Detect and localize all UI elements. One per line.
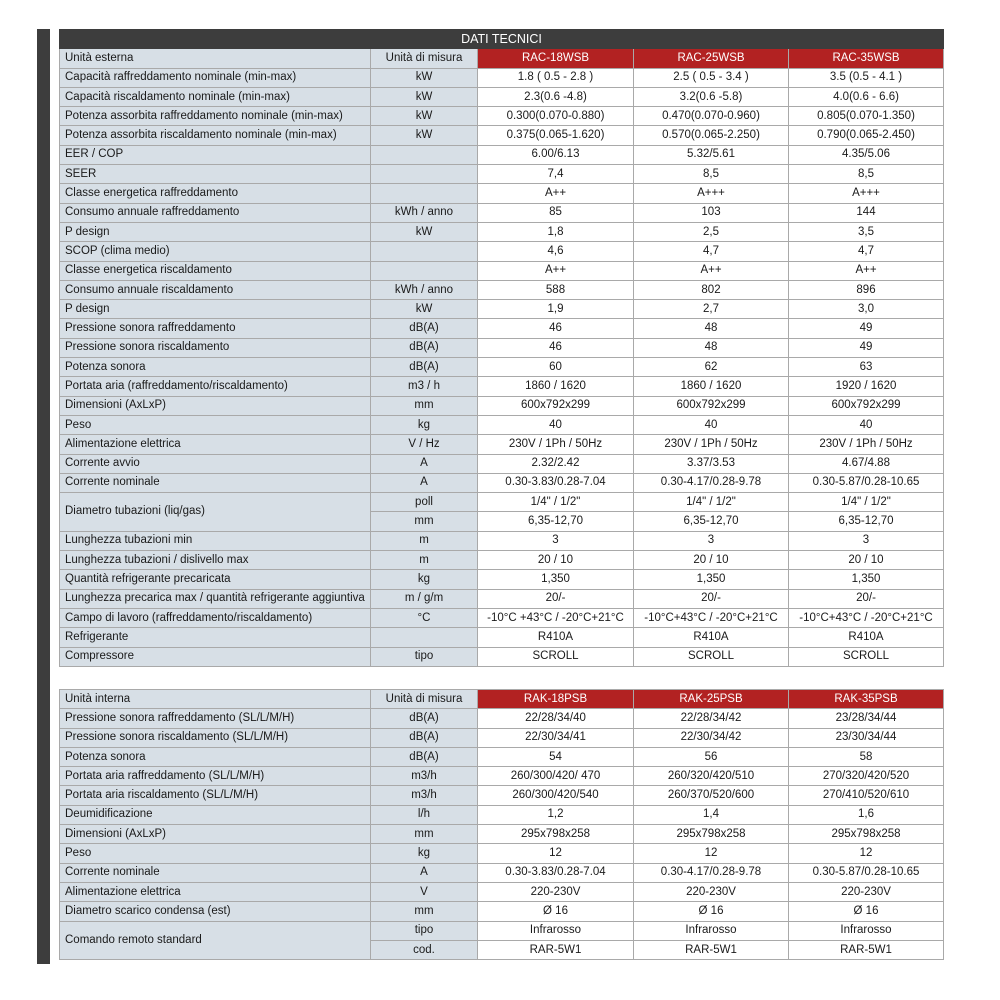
indoor-peso-value-3: 12 [789, 844, 944, 863]
indoor-portata-aria-raffreddamento-unit: m3/h [371, 767, 478, 786]
outdoor-alimentazione-elettrica-unit: V / Hz [371, 435, 478, 454]
indoor-row-portata-aria-riscaldamento [60, 786, 944, 805]
outdoor-row-classe-energetica-riscaldamento [60, 261, 944, 280]
outdoor-pressione-sonora-riscaldamento-value-3: 49 [789, 338, 944, 357]
outdoor-capacita-riscaldamento-label: Capacità riscaldamento nominale (min-max) [60, 87, 371, 106]
outdoor-row-alimentazione-elettrica [60, 435, 944, 454]
outdoor-portata-aria-label: Portata aria (raffreddamento/riscaldamento) [60, 377, 371, 396]
outdoor-corrente-avvio-value-1: 2.32/2.42 [478, 454, 634, 473]
indoor-row-pressione-sonora-raffreddamento [60, 709, 944, 728]
outdoor-p-design-raffreddamento-value-2: 2,5 [634, 222, 789, 241]
outdoor-capacita-raffreddamento-value-3: 3.5 (0.5 - 4.1 ) [789, 68, 944, 87]
outdoor-row-corrente-nominale [60, 473, 944, 492]
indoor-pressione-sonora-raffreddamento-value-2: 22/28/34/42 [634, 709, 789, 728]
indoor-diametro-scarico-condensa-value-2: Ø 16 [634, 902, 789, 921]
outdoor-row-potenza-sonora [60, 358, 944, 377]
outdoor-corrente-avvio-value-3: 4.67/4.88 [789, 454, 944, 473]
indoor-deumidificazione-value-2: 1,4 [634, 805, 789, 824]
outdoor-scop-value-3: 4,7 [789, 242, 944, 261]
outdoor-lunghezza-tubazioni-dislivello-value-3: 20 / 10 [789, 551, 944, 570]
outdoor-classe-energetica-riscaldamento-label: Classe energetica riscaldamento [60, 261, 371, 280]
outdoor-row-capacita-riscaldamento [60, 87, 944, 106]
outdoor-row-refrigerante [60, 628, 944, 647]
outdoor-potenza-assorbita-riscaldamento-value-1: 0.375(0.065-1.620) [478, 126, 634, 145]
outdoor-eer-cop-value-2: 5.32/5.61 [634, 145, 789, 164]
indoor-comando-remoto-2-value-3: RAR-5W1 [789, 940, 944, 959]
outdoor-pressione-sonora-raffreddamento-label: Pressione sonora raffreddamento [60, 319, 371, 338]
outdoor-pressione-sonora-riscaldamento-unit: dB(A) [371, 338, 478, 357]
outdoor-potenza-sonora-label: Potenza sonora [60, 358, 371, 377]
outdoor-p-design-raffreddamento-unit: kW [371, 222, 478, 241]
outdoor-seer-unit [371, 165, 478, 184]
outdoor-row-pressione-sonora-raffreddamento [60, 319, 944, 338]
outdoor-classe-energetica-riscaldamento-value-3: A++ [789, 261, 944, 280]
outdoor-peso-value-3: 40 [789, 415, 944, 434]
indoor-deumidificazione-label: Deumidificazione [60, 805, 371, 824]
outdoor-dimensioni-value-2: 600x792x299 [634, 396, 789, 415]
outdoor-refrigerante-value-1: R410A [478, 628, 634, 647]
indoor-corrente-nominale-unit: A [371, 863, 478, 882]
outdoor-corrente-avvio-unit: A [371, 454, 478, 473]
outdoor-row-peso [60, 415, 944, 434]
outdoor-portata-aria-value-1: 1860 / 1620 [478, 377, 634, 396]
outdoor-corrente-nominale-label: Corrente nominale [60, 473, 371, 492]
indoor-peso-label: Peso [60, 844, 371, 863]
outdoor-lunghezza-tubazioni-min-label: Lunghezza tubazioni min [60, 531, 371, 550]
outdoor-potenza-assorbita-raffreddamento-unit: kW [371, 107, 478, 126]
outdoor-p-design-raffreddamento-value-3: 3,5 [789, 222, 944, 241]
outdoor-p-design-raffreddamento-value-1: 1,8 [478, 222, 634, 241]
indoor-potenza-sonora-label: Potenza sonora [60, 747, 371, 766]
indoor-diametro-scarico-condensa-value-3: Ø 16 [789, 902, 944, 921]
indoor-dimensioni-value-1: 295x798x258 [478, 825, 634, 844]
outdoor-row-p-design-raffreddamento [60, 222, 944, 241]
outdoor-row-dimensioni [60, 396, 944, 415]
outdoor-diametro-tubazioni-1-value-3: 1/4" / 1/2" [789, 493, 944, 512]
outdoor-classe-energetica-raffreddamento-value-3: A+++ [789, 184, 944, 203]
indoor-pressione-sonora-riscaldamento-value-3: 23/30/34/44 [789, 728, 944, 747]
outdoor-classe-energetica-raffreddamento-value-1: A++ [478, 184, 634, 203]
indoor-potenza-sonora-value-3: 58 [789, 747, 944, 766]
outdoor-campo-lavoro-label: Campo di lavoro (raffreddamento/riscaldamento) [60, 608, 371, 627]
indoor-pressione-sonora-raffreddamento-unit: dB(A) [371, 709, 478, 728]
outdoor-seer-value-2: 8,5 [634, 165, 789, 184]
outdoor-model-3: RAC-35WSB [789, 49, 944, 68]
indoor-pressione-sonora-riscaldamento-value-1: 22/30/34/41 [478, 728, 634, 747]
indoor-header-row [60, 690, 944, 709]
outdoor-potenza-sonora-unit: dB(A) [371, 358, 478, 377]
outdoor-alimentazione-elettrica-value-3: 230V / 1Ph / 50Hz [789, 435, 944, 454]
outdoor-potenza-assorbita-raffreddamento-value-2: 0.470(0.070-0.960) [634, 107, 789, 126]
outdoor-potenza-assorbita-raffreddamento-value-1: 0.300(0.070-0.880) [478, 107, 634, 126]
indoor-portata-aria-raffreddamento-value-2: 260/320/420/510 [634, 767, 789, 786]
outdoor-potenza-assorbita-raffreddamento-value-3: 0.805(0.070-1.350) [789, 107, 944, 126]
outdoor-row-lunghezza-precarica [60, 589, 944, 608]
outdoor-eer-cop-value-1: 6.00/6.13 [478, 145, 634, 164]
indoor-pressione-sonora-raffreddamento-label: Pressione sonora raffreddamento (SL/L/M/H) [60, 709, 371, 728]
outdoor-compressore-unit: tipo [371, 647, 478, 666]
outdoor-scop-value-1: 4,6 [478, 242, 634, 261]
outdoor-row-consumo-annuale-raffreddamento [60, 203, 944, 222]
outdoor-capacita-raffreddamento-label: Capacità raffreddamento nominale (min-max) [60, 68, 371, 87]
indoor-header-unit: Unità di misura [371, 690, 478, 709]
outdoor-peso-value-1: 40 [478, 415, 634, 434]
indoor-deumidificazione-unit: l/h [371, 805, 478, 824]
outdoor-potenza-assorbita-riscaldamento-unit: kW [371, 126, 478, 145]
outdoor-row-pressione-sonora-riscaldamento [60, 338, 944, 357]
outdoor-consumo-annuale-riscaldamento-value-3: 896 [789, 280, 944, 299]
indoor-pressione-sonora-riscaldamento-unit: dB(A) [371, 728, 478, 747]
outdoor-pressione-sonora-raffreddamento-unit: dB(A) [371, 319, 478, 338]
outdoor-dimensioni-unit: mm [371, 396, 478, 415]
outdoor-p-design-riscaldamento-label: P design [60, 300, 371, 319]
outdoor-potenza-sonora-value-1: 60 [478, 358, 634, 377]
outdoor-corrente-avvio-label: Corrente avvio [60, 454, 371, 473]
outdoor-quantita-refrigerante-unit: kg [371, 570, 478, 589]
outdoor-lunghezza-precarica-unit: m / g/m [371, 589, 478, 608]
outdoor-row-potenza-assorbita-raffreddamento [60, 107, 944, 126]
indoor-potenza-sonora-unit: dB(A) [371, 747, 478, 766]
indoor-corrente-nominale-value-1: 0.30-3.83/0.28-7.04 [478, 863, 634, 882]
outdoor-peso-value-2: 40 [634, 415, 789, 434]
indoor-row-diametro-scarico-condensa [60, 902, 944, 921]
outdoor-p-design-riscaldamento-value-2: 2,7 [634, 300, 789, 319]
outdoor-row-eer-cop [60, 145, 944, 164]
indoor-deumidificazione-value-1: 1,2 [478, 805, 634, 824]
outdoor-lunghezza-precarica-value-1: 20/- [478, 589, 634, 608]
outdoor-lunghezza-precarica-label: Lunghezza precarica max / quantità refrigerante aggiuntiva [60, 589, 371, 608]
indoor-potenza-sonora-value-2: 56 [634, 747, 789, 766]
outdoor-quantita-refrigerante-value-2: 1,350 [634, 570, 789, 589]
outdoor-eer-cop-value-3: 4.35/5.06 [789, 145, 944, 164]
outdoor-corrente-nominale-value-1: 0.30-3.83/0.28-7.04 [478, 473, 634, 492]
outdoor-row-capacita-raffreddamento [60, 68, 944, 87]
outdoor-lunghezza-tubazioni-min-value-2: 3 [634, 531, 789, 550]
outdoor-pressione-sonora-raffreddamento-value-2: 48 [634, 319, 789, 338]
outdoor-compressore-value-2: SCROLL [634, 647, 789, 666]
indoor-corrente-nominale-value-3: 0.30-5.87/0.28-10.65 [789, 863, 944, 882]
outdoor-alimentazione-elettrica-value-2: 230V / 1Ph / 50Hz [634, 435, 789, 454]
outdoor-quantita-refrigerante-value-1: 1,350 [478, 570, 634, 589]
outdoor-refrigerante-label: Refrigerante [60, 628, 371, 647]
outdoor-corrente-nominale-value-2: 0.30-4.17/0.28-9.78 [634, 473, 789, 492]
indoor-portata-aria-raffreddamento-label: Portata aria raffreddamento (SL/L/M/H) [60, 767, 371, 786]
outdoor-seer-value-1: 7,4 [478, 165, 634, 184]
outdoor-consumo-annuale-riscaldamento-value-2: 802 [634, 280, 789, 299]
indoor-peso-value-1: 12 [478, 844, 634, 863]
outdoor-row-quantita-refrigerante [60, 570, 944, 589]
outdoor-corrente-avvio-value-2: 3.37/3.53 [634, 454, 789, 473]
outdoor-potenza-sonora-value-2: 62 [634, 358, 789, 377]
outdoor-consumo-annuale-raffreddamento-value-2: 103 [634, 203, 789, 222]
outdoor-lunghezza-tubazioni-dislivello-unit: m [371, 551, 478, 570]
outdoor-consumo-annuale-riscaldamento-unit: kWh / anno [371, 280, 478, 299]
indoor-model-2: RAK-25PSB [634, 690, 789, 709]
indoor-portata-aria-raffreddamento-value-1: 260/300/420/ 470 [478, 767, 634, 786]
outdoor-quantita-refrigerante-label: Quantità refrigerante precaricata [60, 570, 371, 589]
indoor-row-deumidificazione [60, 805, 944, 824]
indoor-pressione-sonora-raffreddamento-value-1: 22/28/34/40 [478, 709, 634, 728]
indoor-comando-remoto-1-value-2: Infrarosso [634, 921, 789, 940]
indoor-comando-remoto-1-value-1: Infrarosso [478, 921, 634, 940]
outdoor-scop-value-2: 4,7 [634, 242, 789, 261]
outdoor-potenza-assorbita-raffreddamento-label: Potenza assorbita raffreddamento nominale (min-max) [60, 107, 371, 126]
outdoor-portata-aria-value-3: 1920 / 1620 [789, 377, 944, 396]
outdoor-diametro-tubazioni-2-value-2: 6,35-12,70 [634, 512, 789, 531]
indoor-diametro-scarico-condensa-value-1: Ø 16 [478, 902, 634, 921]
indoor-pressione-sonora-raffreddamento-value-3: 23/28/34/44 [789, 709, 944, 728]
indoor-peso-value-2: 12 [634, 844, 789, 863]
outdoor-capacita-riscaldamento-value-1: 2.3(0.6 -4.8) [478, 87, 634, 106]
outdoor-alimentazione-elettrica-value-1: 230V / 1Ph / 50Hz [478, 435, 634, 454]
outdoor-portata-aria-value-2: 1860 / 1620 [634, 377, 789, 396]
outdoor-lunghezza-tubazioni-dislivello-value-1: 20 / 10 [478, 551, 634, 570]
outdoor-compressore-value-1: SCROLL [478, 647, 634, 666]
outdoor-lunghezza-tubazioni-dislivello-value-2: 20 / 10 [634, 551, 789, 570]
side-bar [37, 29, 50, 964]
outdoor-diametro-tubazioni-2-value-1: 6,35-12,70 [478, 512, 634, 531]
outdoor-row-compressore [60, 647, 944, 666]
outdoor-row-scop [60, 242, 944, 261]
outdoor-campo-lavoro-value-1: -10°C +43°C / -20°C+21°C [478, 608, 634, 627]
outdoor-consumo-annuale-riscaldamento-label: Consumo annuale riscaldamento [60, 280, 371, 299]
outdoor-classe-energetica-riscaldamento-unit [371, 261, 478, 280]
outdoor-potenza-assorbita-riscaldamento-value-2: 0.570(0.065-2.250) [634, 126, 789, 145]
outdoor-pressione-sonora-riscaldamento-label: Pressione sonora riscaldamento [60, 338, 371, 357]
outdoor-spec-table [59, 29, 944, 667]
indoor-row-corrente-nominale [60, 863, 944, 882]
indoor-alimentazione-elettrica-value-2: 220-230V [634, 882, 789, 901]
outdoor-seer-value-3: 8,5 [789, 165, 944, 184]
indoor-dimensioni-value-2: 295x798x258 [634, 825, 789, 844]
outdoor-model-1: RAC-18WSB [478, 49, 634, 68]
page-title: DATI TECNICI [60, 30, 944, 49]
indoor-row-portata-aria-raffreddamento [60, 767, 944, 786]
indoor-comando-remoto-2-value-2: RAR-5W1 [634, 940, 789, 959]
outdoor-consumo-annuale-riscaldamento-value-1: 588 [478, 280, 634, 299]
outdoor-consumo-annuale-raffreddamento-value-1: 85 [478, 203, 634, 222]
outdoor-potenza-sonora-value-3: 63 [789, 358, 944, 377]
indoor-row-pressione-sonora-riscaldamento [60, 728, 944, 747]
indoor-alimentazione-elettrica-label: Alimentazione elettrica [60, 882, 371, 901]
outdoor-consumo-annuale-raffreddamento-unit: kWh / anno [371, 203, 478, 222]
outdoor-refrigerante-unit [371, 628, 478, 647]
outdoor-classe-energetica-raffreddamento-unit [371, 184, 478, 203]
outdoor-diametro-tubazioni-unit-2: mm [371, 512, 478, 531]
indoor-pressione-sonora-riscaldamento-value-2: 22/30/34/42 [634, 728, 789, 747]
indoor-diametro-scarico-condensa-label: Diametro scarico condensa (est) [60, 902, 371, 921]
indoor-header-label: Unità interna [60, 690, 371, 709]
indoor-comando-remoto-unit-1: tipo [371, 921, 478, 940]
outdoor-portata-aria-unit: m3 / h [371, 377, 478, 396]
indoor-portata-aria-riscaldamento-unit: m3/h [371, 786, 478, 805]
outdoor-lunghezza-tubazioni-min-value-1: 3 [478, 531, 634, 550]
outdoor-model-2: RAC-25WSB [634, 49, 789, 68]
outdoor-capacita-raffreddamento-unit: kW [371, 68, 478, 87]
outdoor-peso-unit: kg [371, 415, 478, 434]
outdoor-eer-cop-label: EER / COP [60, 145, 371, 164]
outdoor-seer-label: SEER [60, 165, 371, 184]
indoor-row-peso [60, 844, 944, 863]
outdoor-corrente-nominale-unit: A [371, 473, 478, 492]
outdoor-diametro-tubazioni-1-value-2: 1/4" / 1/2" [634, 493, 789, 512]
title-row [60, 30, 944, 49]
outdoor-p-design-riscaldamento-value-3: 3,0 [789, 300, 944, 319]
outdoor-capacita-riscaldamento-value-3: 4.0(0.6 - 6.6) [789, 87, 944, 106]
outdoor-diametro-tubazioni-label: Diametro tubazioni (liq/gas) [60, 493, 371, 532]
indoor-pressione-sonora-riscaldamento-label: Pressione sonora riscaldamento (SL/L/M/H) [60, 728, 371, 747]
outdoor-dimensioni-label: Dimensioni (AxLxP) [60, 396, 371, 415]
outdoor-potenza-assorbita-riscaldamento-value-3: 0.790(0.065-2.450) [789, 126, 944, 145]
outdoor-peso-label: Peso [60, 415, 371, 434]
outdoor-scop-unit [371, 242, 478, 261]
outdoor-refrigerante-value-3: R410A [789, 628, 944, 647]
outdoor-dimensioni-value-1: 600x792x299 [478, 396, 634, 415]
outdoor-diametro-tubazioni-unit-1: poll [371, 493, 478, 512]
outdoor-potenza-assorbita-riscaldamento-label: Potenza assorbita riscaldamento nominale (min-max) [60, 126, 371, 145]
outdoor-compressore-value-3: SCROLL [789, 647, 944, 666]
outdoor-capacita-raffreddamento-value-2: 2.5 ( 0.5 - 3.4 ) [634, 68, 789, 87]
indoor-dimensioni-unit: mm [371, 825, 478, 844]
outdoor-header-label: Unità esterna [60, 49, 371, 68]
outdoor-alimentazione-elettrica-label: Alimentazione elettrica [60, 435, 371, 454]
outdoor-pressione-sonora-raffreddamento-value-1: 46 [478, 319, 634, 338]
indoor-alimentazione-elettrica-value-3: 220-230V [789, 882, 944, 901]
outdoor-lunghezza-precarica-value-3: 20/- [789, 589, 944, 608]
outdoor-campo-lavoro-value-2: -10°C+43°C / -20°C+21°C [634, 608, 789, 627]
outdoor-row-campo-lavoro [60, 608, 944, 627]
indoor-comando-remoto-2-value-1: RAR-5W1 [478, 940, 634, 959]
outdoor-row-lunghezza-tubazioni-min [60, 531, 944, 550]
outdoor-campo-lavoro-unit: °C [371, 608, 478, 627]
outdoor-classe-energetica-riscaldamento-value-2: A++ [634, 261, 789, 280]
outdoor-capacita-riscaldamento-value-2: 3.2(0.6 -5.8) [634, 87, 789, 106]
outdoor-quantita-refrigerante-value-3: 1,350 [789, 570, 944, 589]
outdoor-scop-label: SCOP (clima medio) [60, 242, 371, 261]
indoor-comando-remoto-label: Comando remoto standard [60, 921, 371, 960]
outdoor-p-design-riscaldamento-value-1: 1,9 [478, 300, 634, 319]
outdoor-lunghezza-tubazioni-dislivello-label: Lunghezza tubazioni / dislivello max [60, 551, 371, 570]
indoor-row-comando-remoto-1 [60, 921, 944, 940]
outdoor-p-design-riscaldamento-unit: kW [371, 300, 478, 319]
outdoor-lunghezza-tubazioni-min-value-3: 3 [789, 531, 944, 550]
indoor-dimensioni-label: Dimensioni (AxLxP) [60, 825, 371, 844]
outdoor-header-row [60, 49, 944, 68]
indoor-row-dimensioni [60, 825, 944, 844]
outdoor-row-lunghezza-tubazioni-dislivello [60, 551, 944, 570]
outdoor-corrente-nominale-value-3: 0.30-5.87/0.28-10.65 [789, 473, 944, 492]
outdoor-pressione-sonora-raffreddamento-value-3: 49 [789, 319, 944, 338]
indoor-spec-table [59, 689, 944, 960]
outdoor-p-design-raffreddamento-label: P design [60, 222, 371, 241]
outdoor-row-diametro-tubazioni-1 [60, 493, 944, 512]
outdoor-capacita-riscaldamento-unit: kW [371, 87, 478, 106]
indoor-corrente-nominale-value-2: 0.30-4.17/0.28-9.78 [634, 863, 789, 882]
outdoor-refrigerante-value-2: R410A [634, 628, 789, 647]
outdoor-compressore-label: Compressore [60, 647, 371, 666]
outdoor-campo-lavoro-value-3: -10°C+43°C / -20°C+21°C [789, 608, 944, 627]
indoor-row-alimentazione-elettrica [60, 882, 944, 901]
indoor-alimentazione-elettrica-unit: V [371, 882, 478, 901]
indoor-portata-aria-riscaldamento-value-1: 260/300/420/540 [478, 786, 634, 805]
indoor-portata-aria-riscaldamento-label: Portata aria riscaldamento (SL/L/M/H) [60, 786, 371, 805]
outdoor-row-potenza-assorbita-riscaldamento [60, 126, 944, 145]
outdoor-consumo-annuale-raffreddamento-label: Consumo annuale raffreddamento [60, 203, 371, 222]
outdoor-row-portata-aria [60, 377, 944, 396]
outdoor-eer-cop-unit [371, 145, 478, 164]
indoor-comando-remoto-1-value-3: Infrarosso [789, 921, 944, 940]
indoor-diametro-scarico-condensa-unit: mm [371, 902, 478, 921]
outdoor-classe-energetica-riscaldamento-value-1: A++ [478, 261, 634, 280]
outdoor-row-seer [60, 165, 944, 184]
outdoor-pressione-sonora-riscaldamento-value-2: 48 [634, 338, 789, 357]
indoor-portata-aria-raffreddamento-value-3: 270/320/420/520 [789, 767, 944, 786]
outdoor-consumo-annuale-raffreddamento-value-3: 144 [789, 203, 944, 222]
indoor-model-1: RAK-18PSB [478, 690, 634, 709]
indoor-alimentazione-elettrica-value-1: 220-230V [478, 882, 634, 901]
indoor-portata-aria-riscaldamento-value-3: 270/410/520/610 [789, 786, 944, 805]
indoor-deumidificazione-value-3: 1,6 [789, 805, 944, 824]
indoor-dimensioni-value-3: 295x798x258 [789, 825, 944, 844]
indoor-corrente-nominale-label: Corrente nominale [60, 863, 371, 882]
outdoor-pressione-sonora-riscaldamento-value-1: 46 [478, 338, 634, 357]
outdoor-classe-energetica-raffreddamento-label: Classe energetica raffreddamento [60, 184, 371, 203]
outdoor-diametro-tubazioni-1-value-1: 1/4" / 1/2" [478, 493, 634, 512]
outdoor-row-classe-energetica-raffreddamento [60, 184, 944, 203]
outdoor-classe-energetica-raffreddamento-value-2: A+++ [634, 184, 789, 203]
indoor-portata-aria-riscaldamento-value-2: 260/370/520/600 [634, 786, 789, 805]
outdoor-diametro-tubazioni-2-value-3: 6,35-12,70 [789, 512, 944, 531]
outdoor-row-p-design-riscaldamento [60, 300, 944, 319]
outdoor-dimensioni-value-3: 600x792x299 [789, 396, 944, 415]
indoor-comando-remoto-unit-2: cod. [371, 940, 478, 959]
outdoor-lunghezza-tubazioni-min-unit: m [371, 531, 478, 550]
indoor-model-3: RAK-35PSB [789, 690, 944, 709]
outdoor-capacita-raffreddamento-value-1: 1.8 ( 0.5 - 2.8 ) [478, 68, 634, 87]
outdoor-header-unit: Unità di misura [371, 49, 478, 68]
indoor-row-potenza-sonora [60, 747, 944, 766]
outdoor-row-consumo-annuale-riscaldamento [60, 280, 944, 299]
indoor-peso-unit: kg [371, 844, 478, 863]
outdoor-row-corrente-avvio [60, 454, 944, 473]
indoor-potenza-sonora-value-1: 54 [478, 747, 634, 766]
outdoor-lunghezza-precarica-value-2: 20/- [634, 589, 789, 608]
